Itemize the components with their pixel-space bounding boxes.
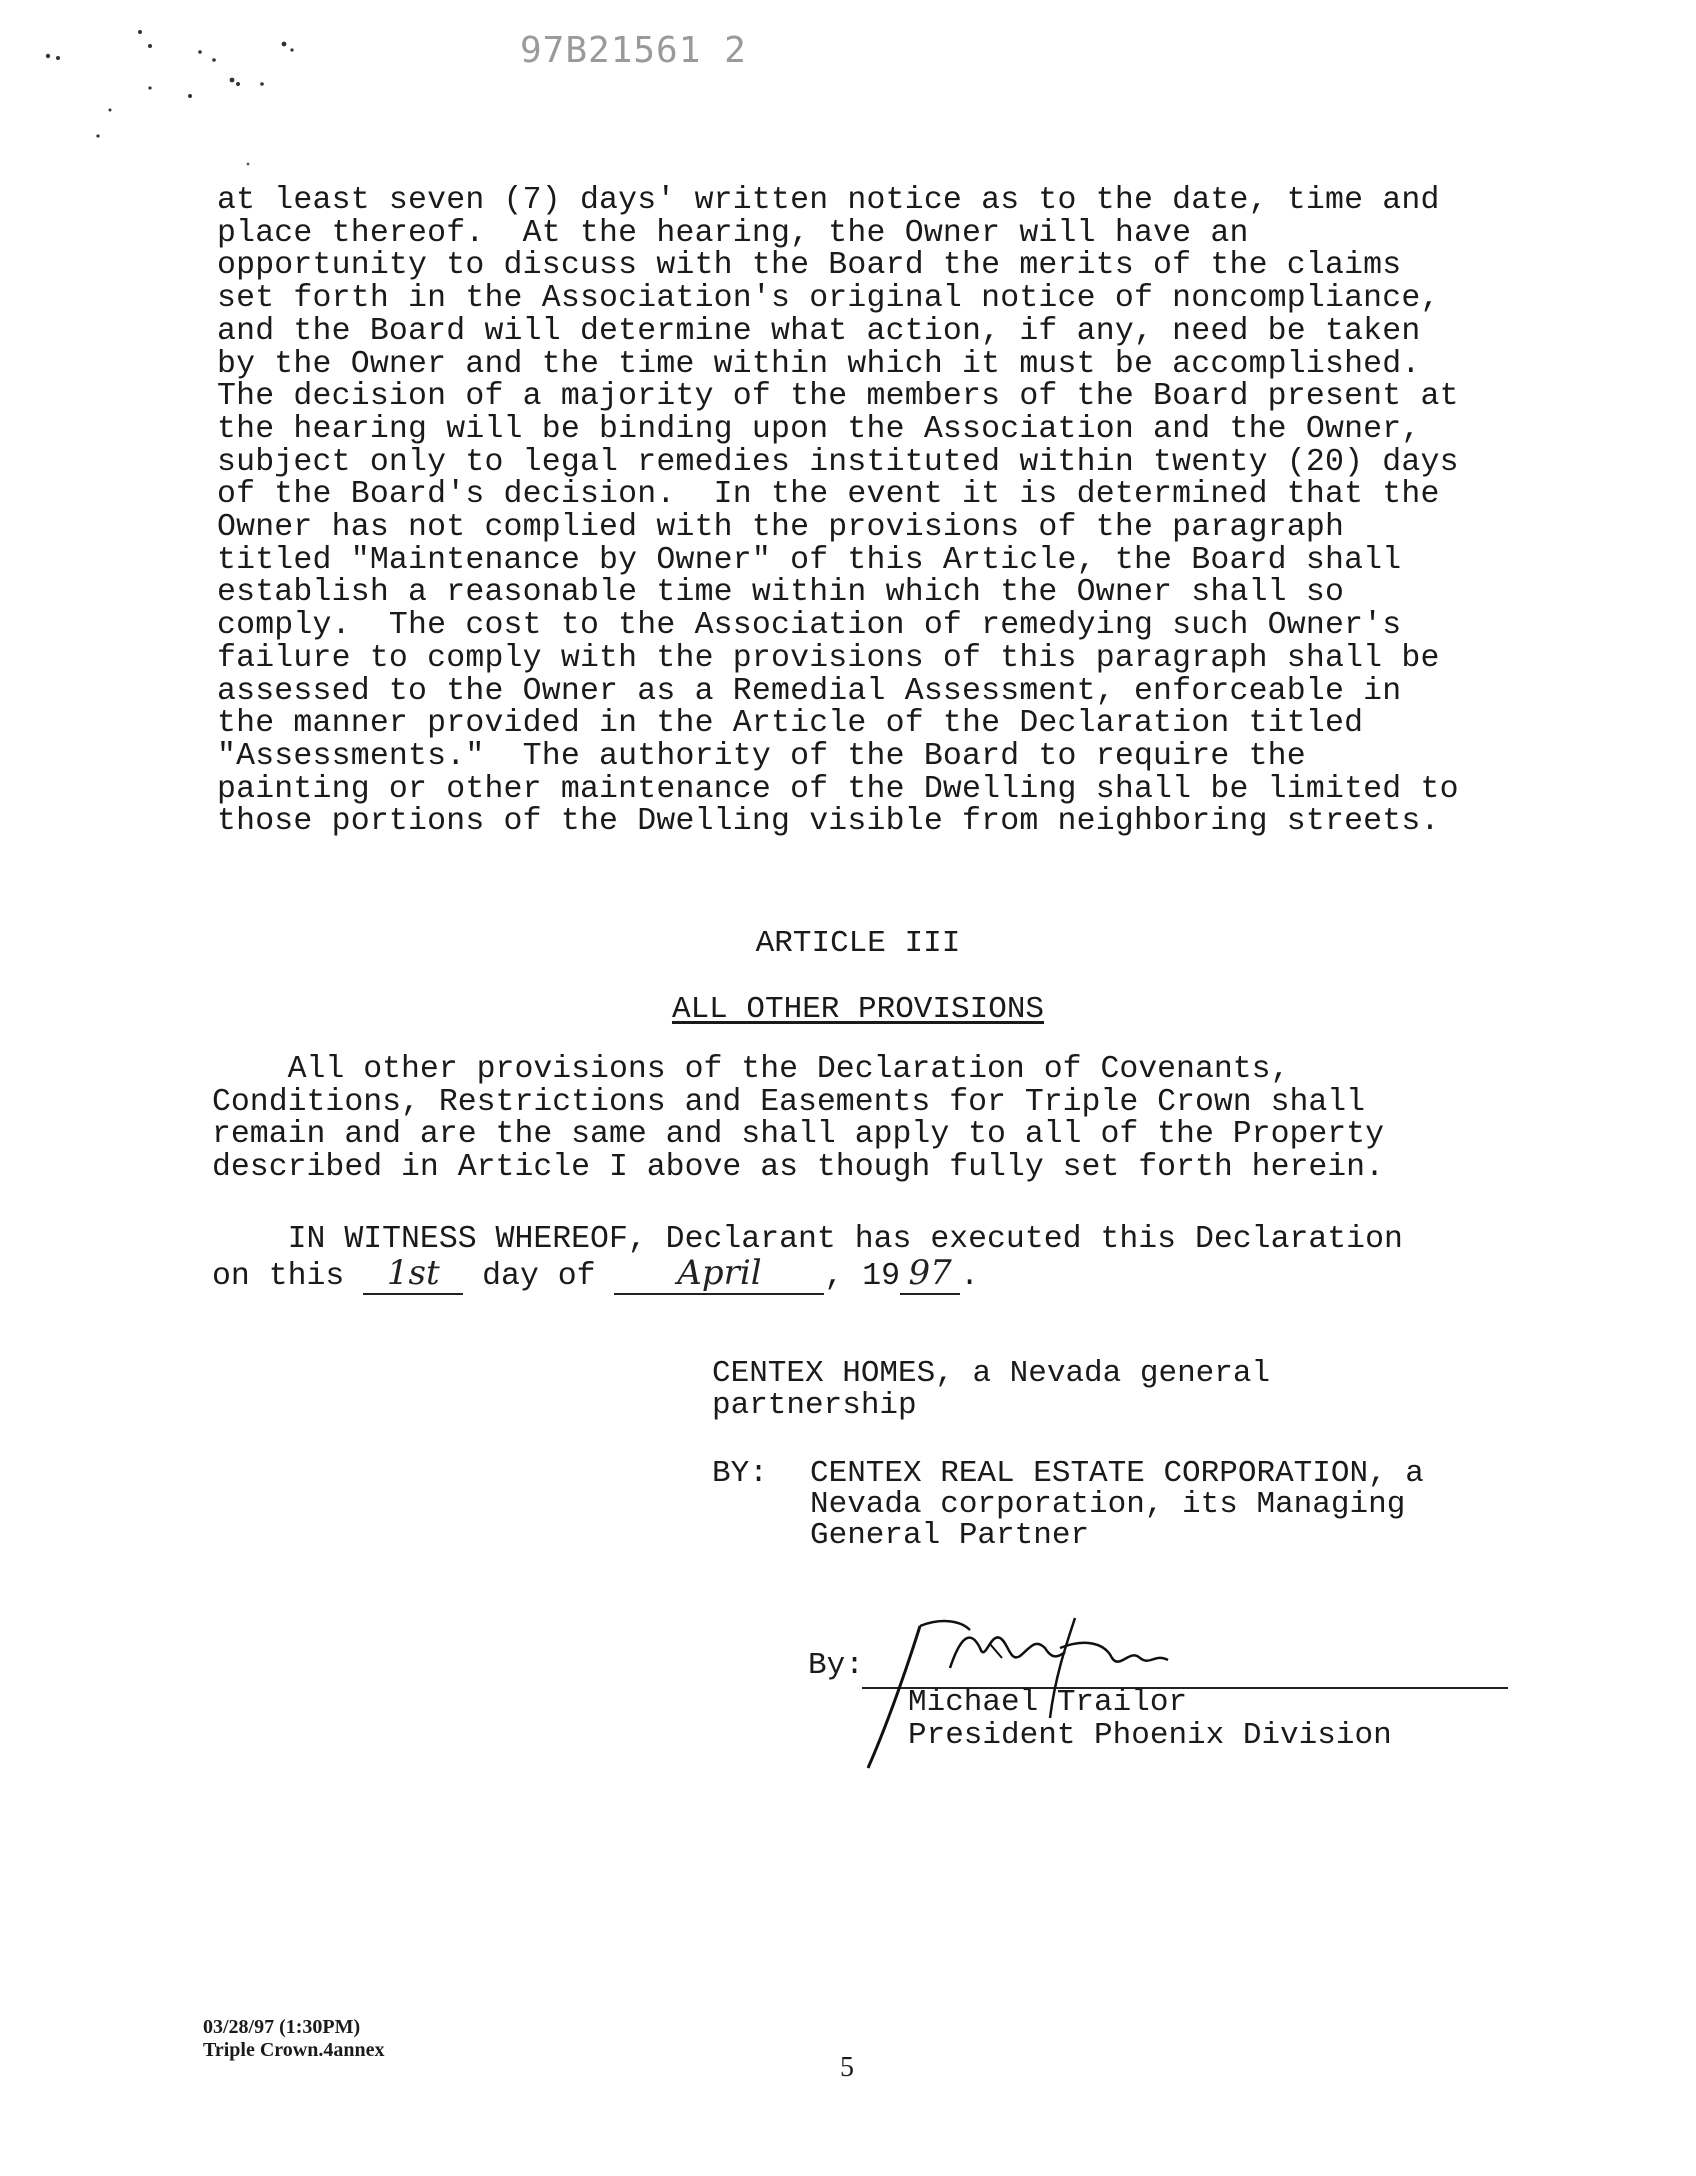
body-line: by the Owner and the time within which it must be accomplished. (217, 346, 1421, 382)
other-provisions-paragraph (212, 1054, 1384, 1185)
body-line: assessed to the Owner as a Remedial Assessment, enforceable in (217, 673, 1402, 709)
date-line (212, 1252, 1403, 1296)
body-line: of the Board's decision. In the event it is determined that the (217, 477, 1440, 513)
company-line: partnership (712, 1388, 917, 1423)
year-prefix-text: , 19 (824, 1258, 901, 1294)
body-line: "Assessments." The authority of the Board to require the (217, 738, 1306, 774)
body-line: place thereof. At the hearing, the Owner will have an (217, 215, 1249, 251)
body-line: subject only to legal remedies instituted within twenty (20) days (217, 444, 1459, 480)
day-handwriting: 1st (386, 1252, 440, 1293)
day-field (363, 1252, 463, 1296)
company-line: CENTEX HOMES, a Nevada general (712, 1356, 1271, 1391)
body-line: All other provisions of the Declaration of Covenants, (212, 1052, 1290, 1087)
footer-filename: Triple Crown.4annex (203, 2039, 385, 2061)
article-title-text: ALL OTHER PROVISIONS (671, 992, 1045, 1027)
partner-line: General Partner (810, 1518, 1090, 1553)
signature-by-label: By: (808, 1648, 864, 1683)
period-text: . (960, 1258, 979, 1294)
on-this-text: on this (212, 1258, 364, 1294)
scan-specks (0, 0, 400, 180)
company-name (712, 1358, 1270, 1422)
article-number: ARTICLE III (755, 926, 961, 961)
body-line: described in Article I above as though fully set forth herein. (212, 1150, 1384, 1186)
signer-title: President Phoenix Division (908, 1718, 1392, 1753)
body-line: remain and are the same and shall apply to all of the Property (212, 1117, 1384, 1153)
signer-info (908, 1686, 1392, 1752)
body-line: those portions of the Dwelling visible from neighboring streets. (217, 804, 1440, 840)
witness-line: IN WITNESS WHEREOF, Declarant has executed this Declaration (212, 1222, 1403, 1257)
body-line: opportunity to discuss with the Board the merits of the claims (217, 248, 1402, 284)
body-line: failure to comply with the provisions of this paragraph shall be (217, 640, 1440, 676)
month-field (614, 1252, 824, 1296)
body-line: at least seven (7) days' written notice as to the date, time and (217, 183, 1440, 218)
footer-file-info (203, 2016, 385, 2062)
body-line: The decision of a majority of the members of the Board present at (217, 379, 1459, 415)
body-line: establish a reasonable time within which the Owner shall so (217, 575, 1345, 611)
document-stamp: 97B21561 2 (520, 30, 747, 71)
article-title (0, 992, 1696, 1027)
body-line: Conditions, Restrictions and Easements for Triple Crown shall (212, 1084, 1366, 1120)
body-line: painting or other maintenance of the Dwelling shall be limited to (217, 771, 1459, 807)
body-line: the manner provided in the Article of the Declaration titled (217, 706, 1364, 742)
body-paragraph (217, 185, 1527, 839)
witness-clause (212, 1224, 1403, 1295)
body-line: the hearing will be binding upon the Association and the Owner, (217, 411, 1421, 447)
month-handwriting: April (677, 1252, 762, 1293)
by-label: BY: (712, 1456, 768, 1491)
signer-name: Michael Trailor (908, 1685, 1188, 1720)
year-field (900, 1252, 960, 1296)
partner-line: CENTEX REAL ESTATE CORPORATION, a (810, 1456, 1424, 1491)
body-line: and the Board will determine what action, if any, need be taken (217, 313, 1421, 349)
year-handwriting: 97 (908, 1252, 952, 1293)
page-number: 5 (840, 2052, 854, 2083)
body-line: titled "Maintenance by Owner" of this Article, the Board shall (217, 542, 1402, 578)
body-line: Owner has not complied with the provisions of the paragraph (217, 510, 1345, 546)
body-line: comply. The cost to the Association of remedying such Owner's (217, 608, 1402, 644)
day-of-text: day of (463, 1258, 615, 1294)
partner-line: Nevada corporation, its Managing (810, 1487, 1406, 1522)
body-line: set forth in the Association's original notice of noncompliance, (217, 281, 1440, 317)
managing-partner (810, 1458, 1424, 1551)
footer-date: 03/28/97 (1:30PM) (203, 2016, 361, 2038)
